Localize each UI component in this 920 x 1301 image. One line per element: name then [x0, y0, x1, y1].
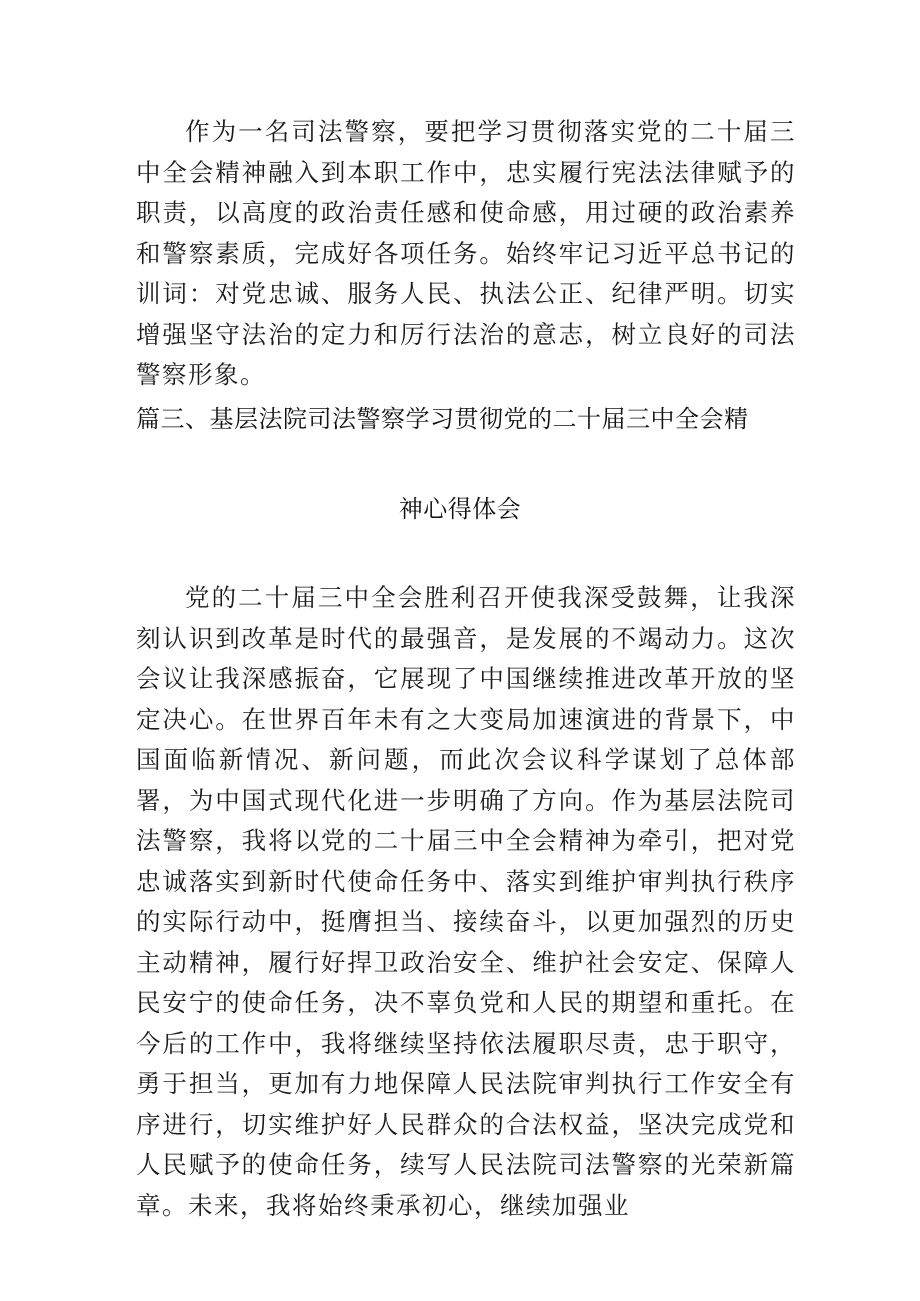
body-paragraph-1: 作为一名司法警察，要把学习贯彻落实党的二十届三中全会精神融入到本职工作中，忠实履行宪法法律赋予的职责，以高度的政治责任感和使命感，用过硬的政治素养和警察素质，完成好各项任务。始终牢记习近平总书记的训词：对党忠诚、服务人民、执法公正、纪律严明。切实增强坚守法治的定力和厉行法治的意志，树立良好的司法警察形象。 — [136, 117, 796, 389]
section-heading-line-2: 神心得体会 — [398, 495, 522, 523]
section-heading-line-1: 篇三、基层法院司法警察学习贯彻党的二十届三中全会精 — [136, 405, 749, 433]
body-paragraph-2: 党的二十届三中全会胜利召开使我深受鼓舞，让我深刻认识到改革是时代的最强音，是发展的不竭动力。这次会议让我深感振奋，它展现了中国继续推进改革开放的坚定决心。在世界百年未有之大变局加速演进的背景下，中国面临新情况、新问题，而此次会议科学谋划了总体部署，为中国式现代化进一步明确了方向。作为基层法院司法警察，我将以党的二十届三中全会精神为牵引，把对党忠诚落实到新时代使命任务中、落实到维护审判执行秩序的实际行动中，挺膺担当、接续奋斗，以更加强烈的历史主动精神，履行好捍卫政治安全、维护社会安定、保障人民安宁的使命任务，决不辜负党和人民的期望和重托。在今后的工作中，我将继续坚持依法履职尽责，忠于职守，勇于担当，更加有力地保障人民法院审判执行工作安全有序进行，切实维护好人民群众的合法权益，坚决完成党和人民赋予的使命任务，续写人民法院司法警察的光荣新篇章。未来，我将始终秉承初心，继续加强业 — [136, 583, 796, 1220]
